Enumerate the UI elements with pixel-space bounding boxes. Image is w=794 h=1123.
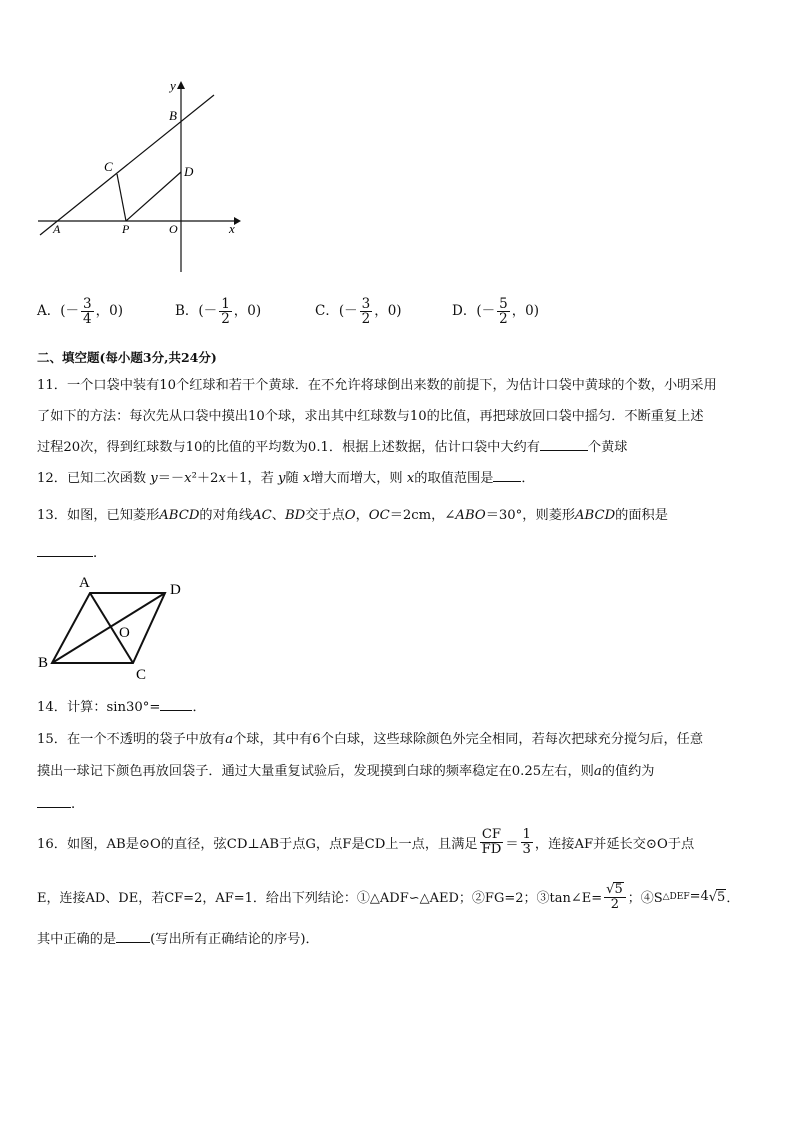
y-axis-arrow-icon (177, 81, 185, 89)
frac-num: 5 (499, 296, 508, 312)
q14: 14．计算：sin30°= ． (37, 700, 206, 715)
frac-num: 1 (522, 827, 531, 842)
label-p: P (122, 222, 130, 236)
frac-den: 2 (610, 896, 620, 912)
option-c: C．(－ $\frac{3}{2}$ ，0) (315, 296, 402, 328)
segment-cp (117, 174, 126, 221)
option-a: A．(－ $\frac{3}{4}$ ，0) (37, 296, 123, 328)
label-d: D (184, 164, 194, 179)
q16-line2: E，连接AD、DE，若CF=2，AF=1．给出下列结论：①△ADF∽△AED；②FG=2；③tan∠E= $\frac{√5}{2}$ ；④S △DEF =4 √5 ． (37, 882, 740, 912)
label-o: O (169, 222, 178, 236)
frac-den: 2 (361, 311, 371, 328)
q10-figure (30, 75, 250, 280)
segment-pd (126, 172, 181, 221)
answer-blank[interactable] (540, 438, 588, 451)
section-heading: 二、填空题(每小题3分,共24分) (37, 350, 217, 365)
q13-figure (35, 570, 195, 685)
frac-num: 3 (83, 296, 92, 312)
q12: 12．已知二次函数 y＝－x²＋2x＋1，若 y随 x增大而增大，则 x的取值范围是 ． (37, 471, 535, 486)
q16-line3: 其中正确的是 (写出所有正确结论的序号)． (37, 932, 319, 947)
q13: 13．如图，已知菱形ABCD的对角线AC、BD交于点O，OC＝2cm，∠ABO＝30°，则菱形ABCD的面积是 (37, 508, 668, 523)
answer-blank[interactable] (116, 930, 150, 943)
q13-answer-line: ． (37, 541, 107, 561)
q11-line2: 了如下的方法：每次先从口袋中摸出10个球，求出其中红球数与10的比值，再把球放回口袋中摇匀．不断重复上述 (37, 409, 704, 424)
rh-label-c: C (136, 667, 147, 683)
label-y: y (170, 78, 176, 93)
answer-blank[interactable] (37, 544, 93, 557)
rh-label-b: B (38, 655, 49, 671)
q15-line3: ． (37, 792, 85, 812)
label-x: x (229, 221, 235, 236)
frac-den: FD (481, 841, 502, 857)
frac-num: CF (481, 827, 502, 842)
q11-line3: 过程20次，得到红球数与10的比值的平均数为0.1．根据上述数据，估计口袋中大约有 个黄球 (37, 440, 628, 455)
rh-label-a: A (79, 575, 90, 591)
q15-line1: 15．在一个不透明的袋子中放有a个球，其中有6个白球，这些球除颜色外完全相同，若每次把球充分搅匀后，任意 (37, 732, 704, 747)
rh-label-d: D (170, 582, 181, 598)
q11-line1: 11．一个口袋中装有10个红球和若干个黄球．在不允许将球倒出来数的前提下，为估计口袋中黄球的个数，小明采用 (37, 378, 717, 393)
frac-den: 3 (522, 841, 531, 857)
q16-line1: 16．如图，AB是⊙O的直径，弦CD⊥AB于点G，点F是CD上一点，且满足 $\frac{CF}{FD}$ ＝ $\frac{1}{3}$ ，连接AF并延长交⊙O于点 (37, 827, 695, 857)
answer-blank[interactable] (160, 698, 192, 711)
answer-blank[interactable] (37, 795, 71, 808)
label-c: C (104, 159, 113, 174)
frac-den: 2 (221, 311, 230, 328)
frac-den: 4 (83, 311, 92, 328)
frac-num: 3 (361, 296, 371, 312)
x-axis-arrow-icon (234, 217, 241, 225)
option-b: B．(－ $\frac{1}{2}$ ，0) (175, 296, 262, 328)
answer-blank[interactable] (493, 469, 521, 482)
frac-den: 2 (499, 311, 508, 328)
option-d: D．(－ $\frac{5}{2}$ ，0) (452, 296, 540, 328)
rh-label-o: O (119, 625, 130, 641)
q15-line2: 摸出一球记下颜色再放回袋子．通过大量重复试验后，发现摸到白球的频率稳定在0.25左右，则a的值约为 (37, 764, 655, 779)
label-b: B (169, 108, 177, 123)
frac-num: 1 (221, 296, 230, 312)
frac-num: √5 (604, 882, 626, 898)
label-a: A (53, 222, 61, 236)
